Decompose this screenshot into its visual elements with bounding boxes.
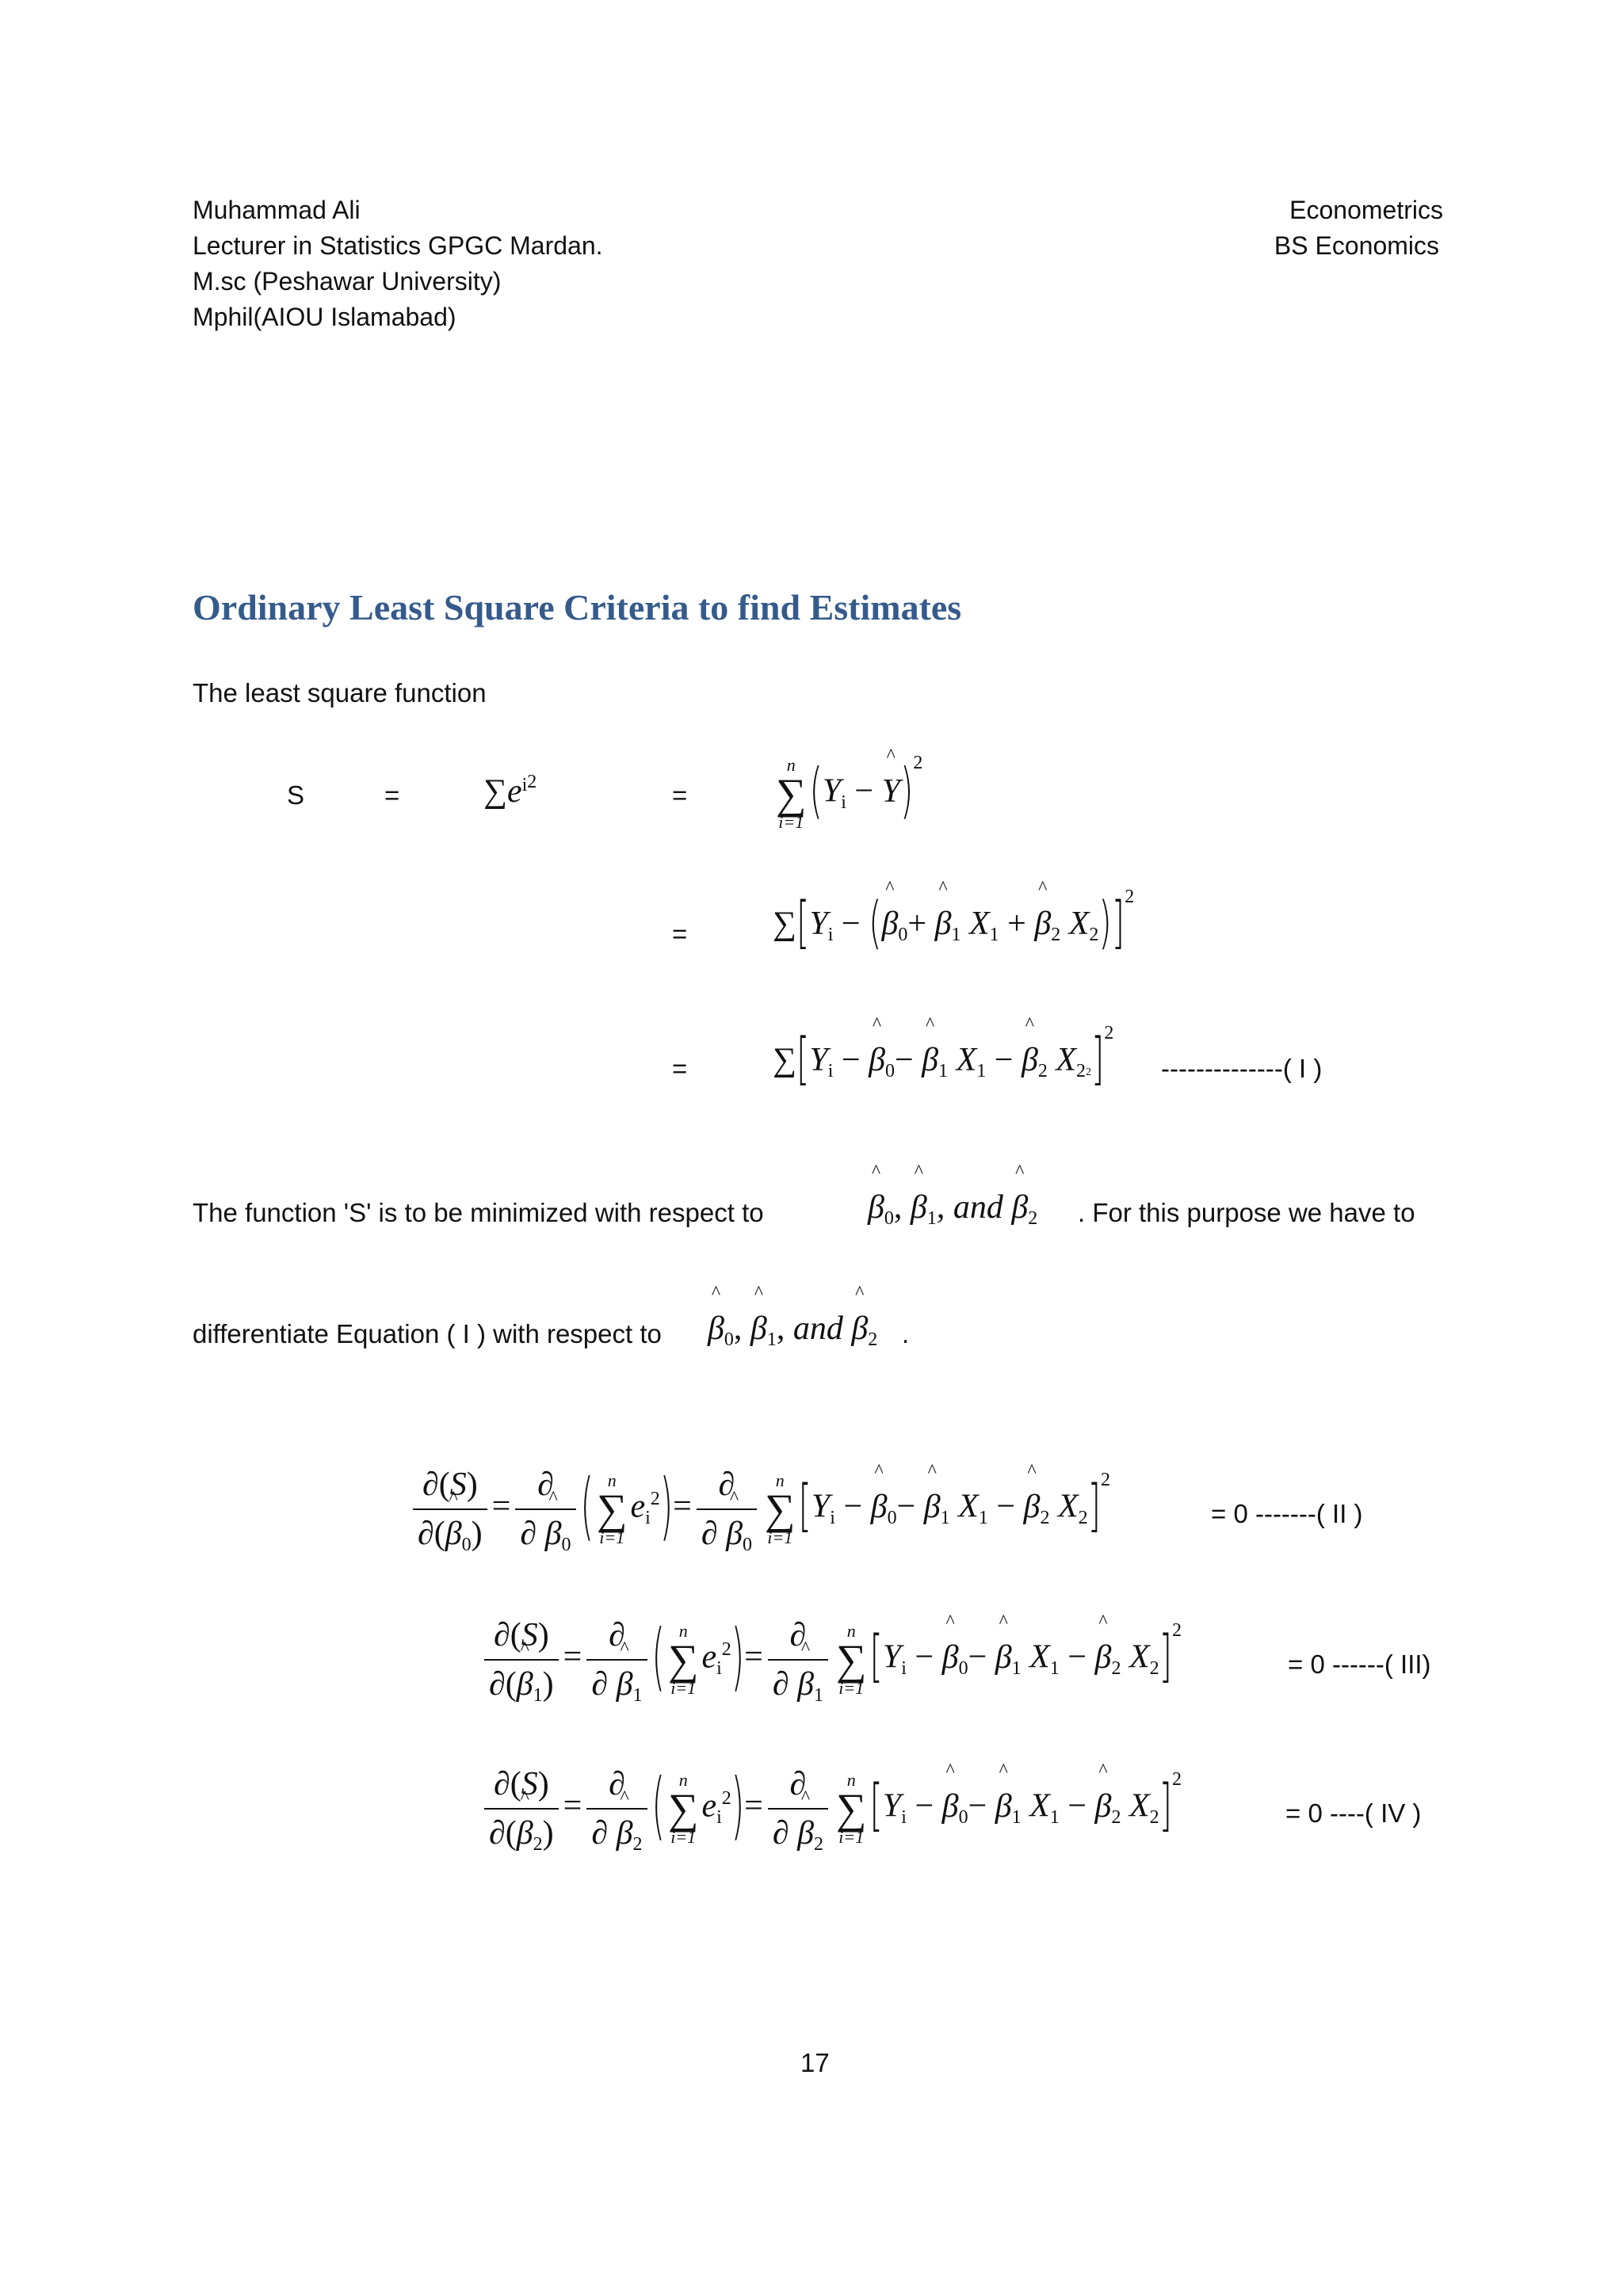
equals-sign: = [384,780,400,810]
paragraph-differentiate-post: . [902,1319,910,1348]
equals-sign: = [672,1054,688,1083]
equation-tag-iv: = 0 ----( IV ) [1285,1798,1422,1828]
equation-tag-ii: = 0 -------( II ) [1211,1499,1363,1528]
paragraph-differentiate-pre: differentiate Equation ( I ) with respect to [193,1319,662,1348]
author-degree-mphil: Mphil(AIOU Islamabad) [193,303,456,331]
partial-derivative-beta1: $\frac{\partial(S)}{\partial(\^{} \beta 1)}$ = $\frac{\partial}{\partial \^{} \beta 1}$ ( n ∑ i=1 $ei^2)=$ $\frac{\partial}{\partial \^{} \beta 1}$ n ∑ i=1 [Yi − ^ β0− ^ β1 X1 − ^ β2 X2]$^2$ [479,1616,1182,1703]
s-label: S [287,780,305,810]
equals-sign: = [672,919,688,948]
page-number: 17 [800,2048,830,2077]
section-title: Ordinary Least Square Criteria to find Estimates [193,587,962,627]
sum-e-squared: $\sum e^{i2}$ [483,772,537,810]
beta-hats-inline-1: ^ β0, ^ β1, and ^ β2 [868,1188,1037,1226]
author-degree-msc: M.sc (Peshawar University) [193,267,502,296]
equals-sign: = [672,780,688,810]
author-name: Muhammad Ali [193,196,361,224]
beta-hats-inline-2: ^ β0, ^ β1, and ^ β2 [708,1310,877,1348]
residual-sum-expression: n ∑ i=1 (Yi − ^ Y)$^2$ [773,757,922,831]
course-name: BS Economics [1274,231,1439,260]
intro-text: The least square function [193,678,487,707]
expanded-expression-2: ∑[Yi − ^ β0− ^ β1 X1 − ^ β2 X22]$^2$ [773,1039,1113,1079]
subject-name: Econometrics [1289,196,1443,224]
partial-derivative-beta0: $\frac{\partial(S)}{\partial(\^{} \beta 0)}$ = $\frac{\partial}{\partial \^{} \beta 0}$ ( n ∑ i=1 $ei^2)=$ $\frac{\partial}{\partial \^{} \beta 0}$ n ∑ i=1 [Yi − ^ β0− ^ β1 X1 − ^ β2 X2]$^2$ [408,1466,1110,1553]
expanded-expression-1: ∑[Yi − (^ β0+ ^ β1 X1 + ^ β2 X2)]$^2$ [773,903,1134,943]
partial-derivative-beta2: $\frac{\partial(S)}{\partial(\^{} \beta 2)}$ = $\frac{\partial}{\partial \^{} \beta 2}$ ( n ∑ i=1 $ei^2)=$ $\frac{\partial}{\partial \^{} \beta 2}$ n ∑ i=1 [Yi − ^ β0− ^ β1 X1 − ^ β2 X2]$^2$ [479,1765,1182,1852]
paragraph-minimize-pre: The function 'S' is to be minimized with respect to [193,1198,764,1227]
author-position: Lecturer in Statistics GPGC Mardan. [193,231,603,260]
equation-tag-iii: = 0 ------( III) [1288,1650,1431,1679]
equation-tag-i: --------------( I ) [1161,1054,1323,1083]
paragraph-minimize-post: . For this purpose we have to [1078,1198,1415,1227]
